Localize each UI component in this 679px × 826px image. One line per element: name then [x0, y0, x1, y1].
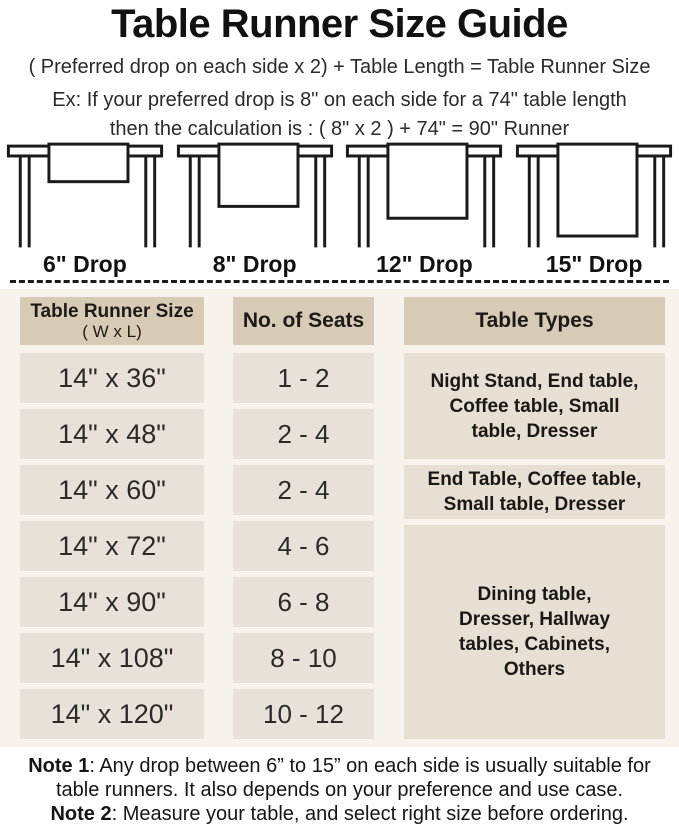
runner-size-cell: 14" x 90": [20, 577, 204, 627]
dashed-divider: [10, 280, 669, 283]
seats-cell: 8 - 10: [233, 633, 374, 683]
drop-figure-6in: [0, 142, 170, 278]
seats-cell: 6 - 8: [233, 577, 374, 627]
example-line-1: Ex: If your preferred drop is 8" on each side for a 74" table length: [52, 89, 627, 111]
note-1: [10, 754, 670, 802]
seats-cell: 10 - 12: [233, 689, 374, 739]
table-types-text: Dining table, Dresser, Hallway tables, Cabinets, Others: [458, 584, 611, 680]
note-1-text: : Any drop between 6” to 15” on each side is usually suitable for table runners. It also depends on your preference and use case.: [55, 755, 651, 801]
runner-rect: [388, 144, 467, 218]
table-types-cell: [404, 525, 665, 739]
table-types-text: End Table, Coffee table, Small table, Dresser: [427, 469, 642, 515]
table-types-cell: [404, 353, 665, 459]
header-runner-size-sub: ( W x L): [82, 322, 142, 341]
seats-cell: 2 - 4: [233, 465, 374, 515]
runner-size-cell: 14" x 108": [20, 633, 204, 683]
table-illustration: [171, 142, 339, 250]
runner-size-cell: 14" x 36": [20, 353, 204, 403]
note-1-label: Note 1: [28, 755, 90, 777]
drop-figure-15in: [509, 142, 679, 278]
runner-rect: [558, 144, 637, 236]
seats-cell: 1 - 2: [233, 353, 374, 403]
header-seats: [233, 297, 374, 345]
column-runner-size: [20, 297, 204, 739]
drop-label: 15" Drop: [545, 251, 643, 277]
runner-rect: [49, 144, 128, 182]
header-table-types: [404, 297, 665, 345]
table-types-cell: [404, 465, 665, 519]
note-2: [10, 802, 670, 826]
drop-label: 8" Drop: [212, 251, 297, 277]
header-runner-size: [20, 297, 204, 345]
page-title: Table Runner Size Guide: [111, 2, 568, 46]
table-types-text: Night Stand, End table, Coffee table, Small table, Dresser: [430, 370, 639, 442]
note-2-label: Note 2: [50, 803, 112, 825]
runner-size-cell: 14" x 72": [20, 521, 204, 571]
drop-label: 12" Drop: [376, 251, 473, 277]
table-illustration: [340, 142, 508, 250]
column-table-types: [404, 297, 665, 747]
example-line-2: then the calculation is : ( 8" x 2 ) + 74" = 90" Runner: [109, 118, 570, 140]
seats-cell: 2 - 4: [233, 409, 374, 459]
table-illustration: [510, 142, 678, 250]
size-guide-table: [0, 289, 679, 747]
drop-label: 6" Drop: [43, 251, 127, 277]
column-seats: [233, 297, 374, 739]
header-runner-size-title: Table Runner Size: [30, 301, 194, 322]
runner-size-cell: 14" x 48": [20, 409, 204, 459]
drop-illustrations-row: [0, 142, 679, 278]
footnotes: [0, 754, 679, 826]
header-seats-title: No. of Seats: [242, 309, 365, 332]
drop-figure-8in: [170, 142, 340, 278]
formula-text: ( Preferred drop on each side x 2) + Table Length = Table Runner Size: [28, 56, 651, 78]
runner-rect: [219, 144, 298, 206]
runner-size-cell: 14" x 120": [20, 689, 204, 739]
drop-figure-12in: [340, 142, 510, 278]
table-illustration: [1, 142, 169, 250]
note-2-text: : Measure your table, and select right size before ordering.: [111, 803, 629, 825]
runner-size-cell: 14" x 60": [20, 465, 204, 515]
header-table-types-title: Table Types: [475, 309, 594, 332]
seats-cell: 4 - 6: [233, 521, 374, 571]
